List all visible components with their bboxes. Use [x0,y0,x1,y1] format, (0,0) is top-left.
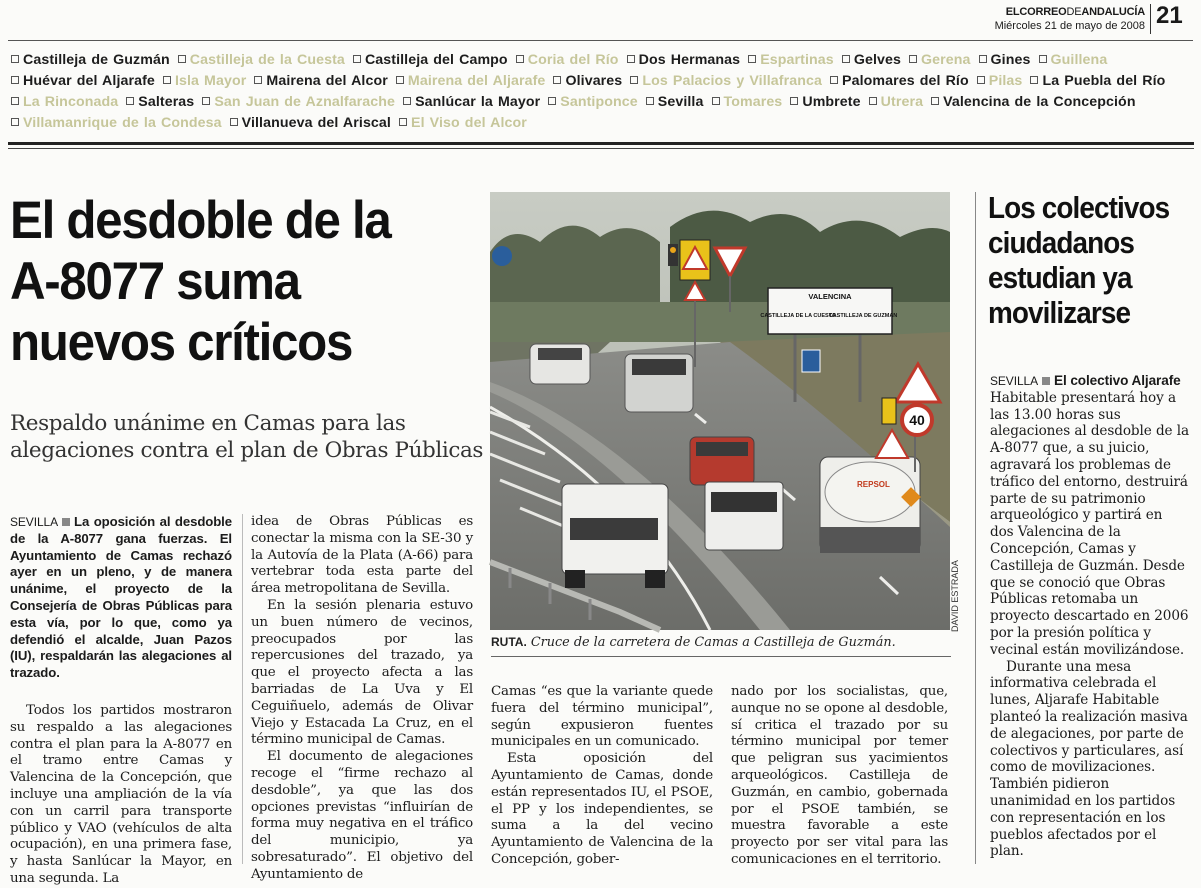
bullet-square-icon [548,97,556,105]
town-name: La Rinconada [23,94,119,110]
side-article-body [990,373,1189,860]
town-item [396,115,527,131]
bullet-square-icon [254,76,262,84]
town-item [839,52,901,68]
town-name: San Juan de Aznalfarache [214,94,396,110]
town-name: Espartinas [760,52,834,68]
article-paragraph: Camas “es que la variante quede fuera del término municipal”, según expusieron fuentes municipales en un comunicado. [491,684,713,750]
town-item [8,115,222,131]
town-name: Huévar del Aljarafe [23,73,155,89]
town-name: Villanueva del Ariscal [241,115,391,131]
header-divider [1150,4,1151,34]
side-dateline: SEVILLA [990,374,1038,388]
town-item [393,73,546,89]
town-item [906,52,971,68]
article-paragraph: idea de Obras Públicas es conectar la misma con la SE-30 y la Autovía de la Plata (A-66) para vertebrar toda esta parte del área metropolitana de Sevilla. [251,514,473,597]
bullet-square-icon [977,76,985,84]
bullet-square-icon [403,97,411,105]
page-number: 21 [1156,2,1183,29]
town-item [251,73,387,89]
town-name: Salteras [138,94,195,110]
article-lead [10,514,232,682]
bullet-square-icon [909,55,917,63]
town-name: Castilleja de Guzmán [23,52,170,68]
town-item [123,94,194,110]
lead-text: La oposición al desdoble de la A-8077 gana fuerzas. El Ayuntamiento de Camas rechazó ayer en un pleno, y de manera unánime, el proyecto de la Consejería de Obras Públicas para esta vía, por lo que, como ya defendió el alcalde, Juan Pazos (IU), respaldarán las alegaciones al trazado. [10,514,232,681]
town-name: Castilleja de la Cuesta [189,52,345,68]
town-item [8,94,118,110]
bullet-square-icon [1030,76,1038,84]
bullet-square-icon [353,55,361,63]
sign-top-text: VALENCINA [808,292,852,301]
paper-name-part-1: ELCORREO [1005,6,1067,18]
bullet-square-icon [399,118,407,126]
bullet-square-icon [11,118,19,126]
side-paragraph-text: Habitable presentará hoy a las 13.00 horas sus alegaciones al desdoble de la A-8077 que, a su juicio, agravará los problemas de tráfico del entorno, destruirá parte de su patrimonio arqueológico y partirá en dos Valencina de la Concepción, Camas y Castilleja de Guzmán. Desde que se conoció que Obras Públicas retomaba un proyecto descartado en 2006 por la presión política y vecinal están movilizándose. [990,389,1189,658]
truck-brand-text: REPSOL [857,480,890,489]
town-name: Gelves [853,52,901,68]
speed-limit-text: 40 [909,412,925,428]
bullet-square-icon [11,76,19,84]
section-rule-thick [8,142,1194,145]
sign-left-text: CASTILLEJA DE LA CUESTA [760,313,836,319]
section-rule-thin [8,148,1194,149]
town-item [928,94,1135,110]
photo-illustration [490,192,950,630]
town-item [8,73,155,89]
town-item [160,73,246,89]
town-item [199,94,395,110]
town-name: Umbrete [802,94,861,110]
town-name: Valencina de la Concepción [943,94,1136,110]
photo-credit: DAVID ESTRADA [950,560,960,632]
town-name: La Puebla del Río [1042,73,1166,89]
town-name: Tomares [723,94,783,110]
dateline: SEVILLA [10,515,58,529]
town-item [787,94,860,110]
article-column-2 [251,514,473,884]
town-item [227,115,391,131]
town-item [513,52,619,68]
article-column-4 [731,684,948,869]
bullet-square-icon [11,97,19,105]
article-column-3 [491,684,713,869]
main-headline: El desdoble de la A-8077 suma nuevos críticos [10,191,391,372]
town-name: Utrera [880,94,924,110]
bullet-square-icon [712,97,720,105]
town-item [550,73,622,89]
town-item [974,73,1023,89]
bullet-square-icon [163,76,171,84]
main-subhead: Respaldo unánime en Camas para las alegaciones contra el plan de Obras Públicas [10,411,484,463]
side-paragraph: Durante una mesa informativa celebrada el lunes, Aljarafe Habitable planteó la realización masiva de alegaciones, por parte de colectivos y particulares, así como de movilizaciones. También pidieron unanimidad en los partidos con representación en los pueblos afectados por el plan. [990,658,1188,860]
road-photo [490,192,950,630]
town-item [545,94,637,110]
town-name: Sevilla [657,94,704,110]
bullet-square-icon [630,76,638,84]
issue-date: Miércoles 21 de mayo de 2008 [994,20,1145,32]
town-name: Santiponce [560,94,638,110]
side-lead: El colectivo Aljarafe [1054,373,1181,388]
caption-rule [491,656,951,657]
paper-name-part-2: DE [1066,6,1082,18]
bullet-square-icon [178,55,186,63]
town-name: Pilas [988,73,1023,89]
bullet-square-icon [646,97,654,105]
town-name: Gerena [921,52,971,68]
town-name: Villamanrique de la Condesa [23,115,222,131]
caption-label: RUTA. [491,635,527,649]
column-separator [242,514,243,864]
town-name: Coria del Río [527,52,619,68]
town-name: Sanlúcar la Mayor [415,94,541,110]
article-paragraph: Esta oposición del Ayuntamiento de Camas, donde están representados IU, el PSOE, el PP y los independientes, se suma a la del vecino Ayuntamiento de Valencina de la Concepción, gober- [491,751,713,867]
town-item [400,94,540,110]
town-name: Olivares [565,73,623,89]
bullet-square-icon [202,97,210,105]
bullet-square-icon [842,55,850,63]
town-name: Mairena del Aljarafe [407,73,546,89]
article-paragraph: En la sesión plenaria estuvo un buen número de vecinos, preocupados por las repercusiones del trazado, ya que el proyecto afecta a las barriadas de La Uva y El Ceguiñuelo, además de Olivar Viejo y Estacada La Cruz, en el término municipal de Camas. [251,597,473,748]
town-item [643,94,704,110]
bullet-square-icon [627,55,635,63]
town-item [624,52,741,68]
article-paragraph: nado por los socialistas, que, aunque no se opone al desdoble, sí critica el trazado por su término municipal por temer que peligran sus yacimientos arqueológicos. Castilleja de Guzmán, en cambio, gobernada por el PSOE también, se muestra favorable a este proyecto por ser vital para las comunicaciones en el territorio. [731,684,948,867]
paper-name-part-3: ANDALUCÍA [1081,6,1145,18]
bullet-square-icon [1039,55,1047,63]
header-rule [8,40,1193,41]
article-paragraph: El documento de alegaciones recoge el “firme rechazo al desdoble”, ya que las dos opciones previstas “influirían de forma muy negativa en el tráfico del municipio, ya sobresaturado”. El objetivo del Ayuntamiento de [251,749,473,882]
town-item [1027,73,1165,89]
bullet-square-icon [553,76,561,84]
bullet-square-icon [830,76,838,84]
bullet-square-icon [126,97,134,105]
town-name: Mairena del Alcor [266,73,388,89]
dateline-square-icon [62,518,70,526]
town-item [709,94,783,110]
article-paragraph: Todos los partidos mostraron su respaldo a las alegaciones contra el plan para la A-8077 en el tramo entre Camas y Valencina de la Concepción, que incluye una ampliación de la vía con un carril para transporte público y VAO (vehículos de alta ocupación), en una primera fase, y hasta Sanlúcar la Mayor, en una segunda. La [10,702,232,886]
town-item [627,73,822,89]
photo-caption [491,635,951,650]
town-name: Palomares del Río [842,73,969,89]
town-item [866,94,923,110]
sign-right-text: CASTILLEJA DE GUZMAN [828,313,898,319]
town-item [745,52,834,68]
town-name: Dos Hermanas [638,52,741,68]
bullet-square-icon [396,76,404,84]
side-headline: Los colectivos ciudadanos estudian ya movilizarse [988,190,1170,330]
town-item [8,52,170,68]
town-item [350,52,508,68]
town-name: Guillena [1050,52,1108,68]
towns-list [8,50,1194,136]
town-name: Castilleja del Campo [364,52,508,68]
bullet-square-icon [748,55,756,63]
side-column-separator [975,192,976,864]
article-column-1 [10,514,232,888]
bullet-square-icon [869,97,877,105]
bullet-square-icon [516,55,524,63]
town-name: Gines [990,52,1031,68]
town-item [1036,52,1108,68]
town-item [827,73,969,89]
newspaper-name [980,6,1145,18]
bullet-square-icon [979,55,987,63]
bullet-square-icon [230,118,238,126]
town-name: El Viso del Alcor [411,115,527,131]
bullet-square-icon [790,97,798,105]
caption-text: Cruce de la carretera de Camas a Castilleja de Guzmán. [530,635,896,650]
bullet-square-icon [931,97,939,105]
bullet-square-icon [11,55,19,63]
side-paragraph [990,373,1189,659]
side-dateline-square-icon [1042,377,1050,385]
town-name: Los Palacios y Villafranca [642,73,822,89]
town-item [976,52,1031,68]
town-name: Isla Mayor [174,73,247,89]
town-item [175,52,345,68]
